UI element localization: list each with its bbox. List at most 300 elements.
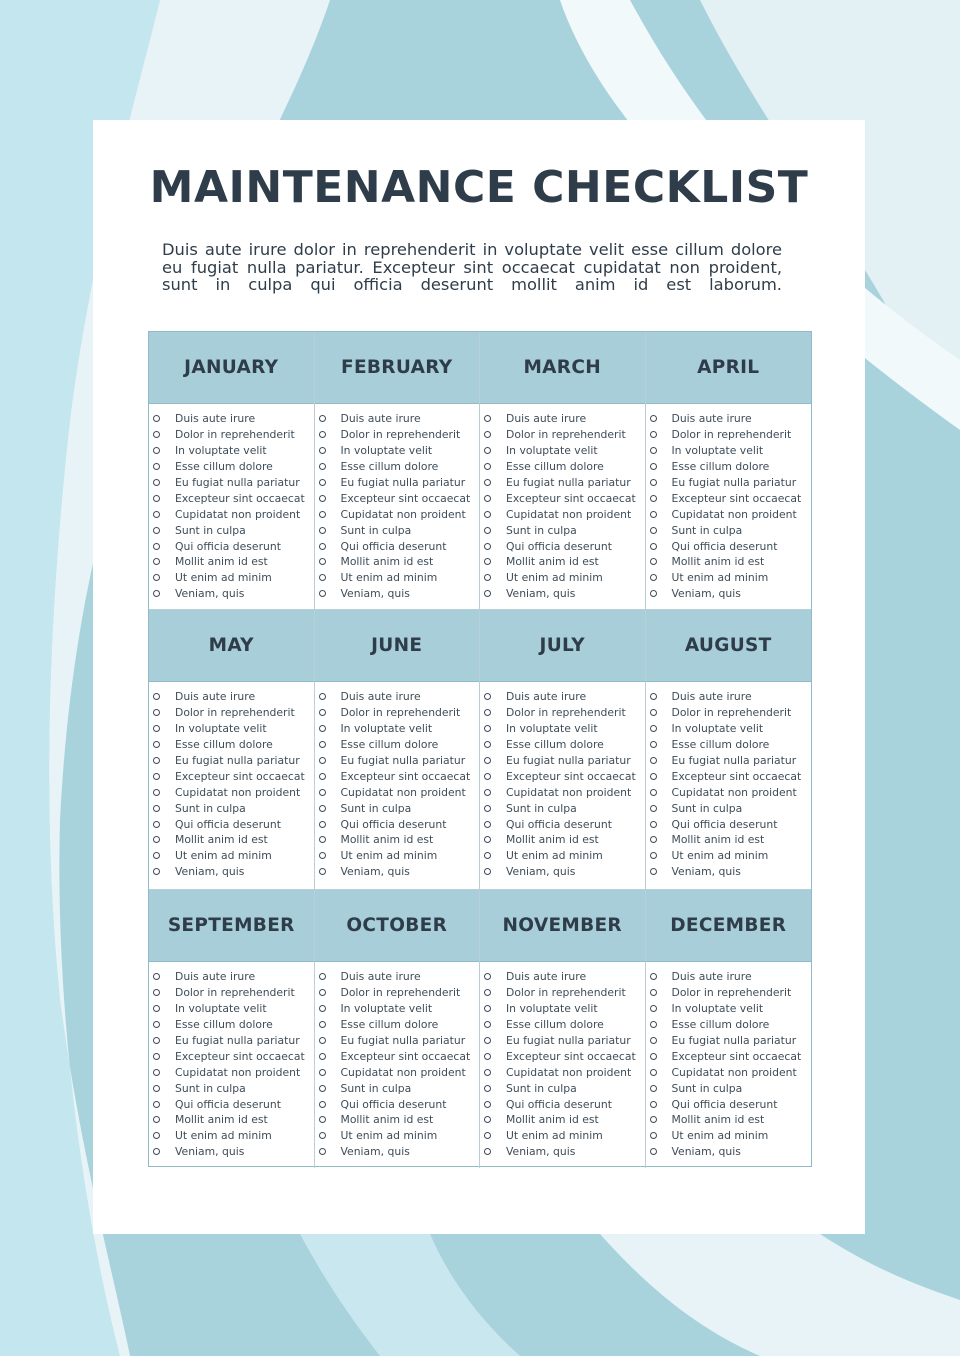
checklist-item-label: Dolor in reprehenderit [175, 986, 295, 1000]
checklist [315, 404, 480, 602]
checklist-item-label: Veniam, quis [506, 587, 576, 601]
circle-bullet-icon [650, 1005, 657, 1012]
circle-bullet-icon [319, 431, 326, 438]
circle-bullet-icon [319, 1005, 326, 1012]
circle-bullet-icon [484, 709, 491, 716]
checklist-item [315, 737, 480, 753]
checklist-item [149, 1033, 314, 1049]
checklist-item-label: Ut enim ad minim [671, 571, 769, 585]
checklist-item [480, 1048, 645, 1064]
circle-bullet-icon [650, 1053, 657, 1060]
checklist-item [480, 1096, 645, 1112]
checklist-item-label: Excepteur sint occaecat [671, 491, 802, 505]
checklist-item [149, 1064, 314, 1080]
checklist-item [646, 490, 812, 506]
circle-bullet-icon [650, 1069, 657, 1076]
checklist-item [149, 969, 314, 985]
month-section-december [646, 890, 812, 1168]
checklist-item-label: Duis aute irure [506, 970, 587, 984]
circle-bullet-icon [484, 1132, 491, 1139]
checklist-item [315, 1064, 480, 1080]
checklist-item-label: Cupidatat non proident [506, 785, 632, 799]
checklist-item-label: Veniam, quis [175, 1145, 245, 1159]
checklist-item [480, 721, 645, 737]
checklist-item-label: In voluptate velit [671, 1002, 764, 1016]
checklist [480, 404, 645, 602]
checklist-item [315, 554, 480, 570]
checklist-item-label: Veniam, quis [671, 865, 741, 879]
checklist-item [149, 1112, 314, 1128]
checklist-item-label: Duis aute irure [506, 690, 587, 704]
circle-bullet-icon [319, 479, 326, 486]
checklist [315, 962, 480, 1160]
checklist-item [315, 768, 480, 784]
checklist-item [480, 985, 645, 1001]
checklist-item-label: Esse cillum dolore [671, 738, 770, 752]
checklist-item [646, 816, 812, 832]
checklist-item-label: Eu fugiat nulla pariatur [506, 754, 631, 767]
checklist-item [315, 800, 480, 816]
circle-bullet-icon [319, 1085, 326, 1092]
checklist-item [149, 459, 314, 475]
checklist-item [149, 705, 314, 721]
checklist-item-label: Ut enim ad minim [340, 849, 438, 863]
checklist-item [315, 969, 480, 985]
checklist-item-label: Veniam, quis [671, 1145, 741, 1159]
checklist-item [480, 1001, 645, 1017]
month-header: FEBRUARY [315, 332, 480, 404]
checklist-item-label: Ut enim ad minim [506, 571, 603, 585]
circle-bullet-icon [650, 852, 657, 859]
circle-bullet-icon [153, 558, 160, 565]
checklist-item [646, 721, 812, 737]
circle-bullet-icon [153, 741, 160, 748]
checklist-item [646, 586, 812, 602]
checklist-item-label: Mollit anim id est [671, 833, 765, 847]
checklist-item [480, 506, 645, 522]
checklist-item-label: Cupidatat non proident [340, 1065, 466, 1079]
checklist-item [480, 1144, 645, 1160]
checklist-item-label: Duis aute irure [175, 970, 256, 984]
circle-bullet-icon [153, 821, 160, 828]
circle-bullet-icon [319, 709, 326, 716]
checklist-item [480, 848, 645, 864]
circle-bullet-icon [650, 558, 657, 565]
circle-bullet-icon [484, 463, 491, 470]
circle-bullet-icon [153, 773, 160, 780]
checklist-item [315, 443, 480, 459]
checklist-item-label: Mollit anim id est [340, 555, 434, 569]
checklist-item-label: In voluptate velit [340, 1002, 433, 1016]
checklist-item-label: Esse cillum dolore [671, 460, 770, 474]
checklist-item-label: In voluptate velit [671, 444, 764, 458]
checklist-item [480, 538, 645, 554]
checklist-item [149, 1001, 314, 1017]
checklist-item [646, 1144, 812, 1160]
circle-bullet-icon [484, 821, 491, 828]
checklist-item [315, 689, 480, 705]
checklist-item [315, 522, 480, 538]
circle-bullet-icon [650, 693, 657, 700]
checklist-item-label: Cupidatat non proident [671, 1065, 797, 1079]
circle-bullet-icon [484, 511, 491, 518]
checklist-item-label: Excepteur sint occaecat [340, 491, 471, 505]
checklist-item [315, 490, 480, 506]
checklist-item-label: Ut enim ad minim [340, 1129, 438, 1143]
circle-bullet-icon [650, 821, 657, 828]
circle-bullet-icon [484, 574, 491, 581]
circle-bullet-icon [153, 527, 160, 534]
checklist-item-label: In voluptate velit [175, 444, 267, 458]
checklist-item [646, 1064, 812, 1080]
checklist-item-label: Duis aute irure [340, 970, 421, 984]
circle-bullet-icon [319, 1148, 326, 1155]
circle-bullet-icon [484, 1116, 491, 1123]
checklist-item [149, 570, 314, 586]
circle-bullet-icon [153, 543, 160, 550]
checklist-item-label: Sunt in culpa [175, 523, 246, 537]
checklist-item [315, 1017, 480, 1033]
checklist-item [646, 689, 812, 705]
checklist-item [149, 985, 314, 1001]
circle-bullet-icon [650, 836, 657, 843]
month-header: APRIL [646, 332, 812, 404]
checklist-item [315, 816, 480, 832]
circle-bullet-icon [650, 1021, 657, 1028]
checklist-item [480, 816, 645, 832]
circle-bullet-icon [319, 1132, 326, 1139]
checklist-item [149, 800, 314, 816]
month-header: JANUARY [149, 332, 314, 404]
checklist-item [149, 475, 314, 491]
checklist-item [315, 832, 480, 848]
month-section-may [149, 610, 315, 890]
checklist-item-label: Cupidatat non proident [506, 507, 632, 521]
circle-bullet-icon [153, 709, 160, 716]
circle-bullet-icon [319, 574, 326, 581]
checklist-item [480, 475, 645, 491]
checklist-item-label: Qui officia deserunt [671, 1097, 778, 1111]
circle-bullet-icon [650, 1132, 657, 1139]
checklist-item-label: Dolor in reprehenderit [340, 986, 461, 1000]
checklist-item [315, 1033, 480, 1049]
checklist-item [480, 570, 645, 586]
checklist-item [646, 864, 812, 880]
month-section-november [480, 890, 646, 1168]
checklist-page [93, 120, 865, 1234]
circle-bullet-icon [153, 973, 160, 980]
checklist-item-label: Eu fugiat nulla pariatur [340, 1034, 466, 1047]
checklist-item [646, 570, 812, 586]
checklist-item [149, 411, 314, 427]
checklist-item [149, 768, 314, 784]
checklist-item-label: Esse cillum dolore [506, 460, 604, 474]
circle-bullet-icon [319, 852, 326, 859]
circle-bullet-icon [484, 805, 491, 812]
checklist-item [315, 1080, 480, 1096]
circle-bullet-icon [484, 693, 491, 700]
checklist-item [480, 689, 645, 705]
checklist-item [480, 784, 645, 800]
checklist-item [480, 1080, 645, 1096]
checklist-item-label: In voluptate velit [175, 1002, 267, 1016]
checklist-item-label: Qui officia deserunt [671, 539, 778, 553]
checklist-item [315, 475, 480, 491]
checklist-item [646, 969, 812, 985]
checklist-item-label: Sunt in culpa [340, 1081, 412, 1095]
checklist-item [646, 1096, 812, 1112]
checklist-item-label: Mollit anim id est [175, 555, 268, 569]
circle-bullet-icon [484, 757, 491, 764]
circle-bullet-icon [484, 773, 491, 780]
checklist [315, 682, 480, 880]
checklist-item [480, 800, 645, 816]
checklist-item [480, 1064, 645, 1080]
checklist-item [315, 570, 480, 586]
checklist-item-label: Mollit anim id est [506, 1113, 599, 1127]
checklist-item [149, 538, 314, 554]
circle-bullet-icon [650, 415, 657, 422]
checklist-item [480, 1128, 645, 1144]
circle-bullet-icon [484, 1021, 491, 1028]
checklist [646, 962, 812, 1160]
month-header: JULY [480, 610, 645, 682]
circle-bullet-icon [153, 495, 160, 502]
circle-bullet-icon [650, 789, 657, 796]
circle-bullet-icon [650, 757, 657, 764]
checklist-item-label: Sunt in culpa [671, 1081, 743, 1095]
checklist-item [315, 1128, 480, 1144]
circle-bullet-icon [319, 973, 326, 980]
checklist-item [480, 522, 645, 538]
circle-bullet-icon [153, 463, 160, 470]
circle-bullet-icon [650, 1101, 657, 1108]
circle-bullet-icon [319, 693, 326, 700]
checklist-item [646, 506, 812, 522]
circle-bullet-icon [319, 543, 326, 550]
checklist-item-label: Mollit anim id est [671, 555, 765, 569]
circle-bullet-icon [650, 479, 657, 486]
circle-bullet-icon [650, 773, 657, 780]
checklist-item [480, 705, 645, 721]
checklist-item [315, 985, 480, 1001]
checklist-item-label: In voluptate velit [506, 722, 598, 736]
checklist-item [149, 586, 314, 602]
circle-bullet-icon [650, 973, 657, 980]
checklist-item-label: Duis aute irure [340, 690, 421, 704]
circle-bullet-icon [484, 1085, 491, 1092]
circle-bullet-icon [319, 590, 326, 597]
circle-bullet-icon [650, 495, 657, 502]
checklist-item-label: Sunt in culpa [671, 523, 743, 537]
circle-bullet-icon [484, 989, 491, 996]
checklist-item-label: Qui officia deserunt [175, 539, 281, 553]
circle-bullet-icon [484, 836, 491, 843]
checklist-item [646, 475, 812, 491]
checklist-item-label: Ut enim ad minim [175, 1129, 272, 1143]
checklist-item [149, 832, 314, 848]
circle-bullet-icon [153, 479, 160, 486]
circle-bullet-icon [153, 1053, 160, 1060]
circle-bullet-icon [319, 558, 326, 565]
checklist-item-label: Eu fugiat nulla pariatur [340, 476, 466, 489]
checklist-item [646, 554, 812, 570]
checklist-item [646, 800, 812, 816]
checklist-item-label: Excepteur sint occaecat [175, 491, 305, 505]
checklist-item-label: Cupidatat non proident [340, 507, 466, 521]
checklist-item [315, 586, 480, 602]
month-header: NOVEMBER [480, 890, 645, 962]
circle-bullet-icon [484, 1069, 491, 1076]
checklist-item [646, 1017, 812, 1033]
checklist-item-label: Qui officia deserunt [506, 817, 612, 831]
checklist-item [646, 411, 812, 427]
checklist-item-label: Ut enim ad minim [340, 571, 438, 585]
checklist [646, 404, 812, 602]
circle-bullet-icon [319, 773, 326, 780]
checklist-item-label: Duis aute irure [671, 690, 752, 704]
checklist-item-label: Esse cillum dolore [175, 460, 273, 474]
checklist-item [480, 459, 645, 475]
circle-bullet-icon [484, 1148, 491, 1155]
checklist-item [315, 1096, 480, 1112]
checklist-item-label: Eu fugiat nulla pariatur [671, 754, 797, 767]
checklist-item-label: Cupidatat non proident [671, 785, 797, 799]
checklist-item-label: Mollit anim id est [506, 833, 599, 847]
checklist-item-label: Ut enim ad minim [671, 849, 769, 863]
checklist-item [646, 1080, 812, 1096]
checklist-item-label: Dolor in reprehenderit [506, 986, 626, 1000]
circle-bullet-icon [153, 757, 160, 764]
checklist-item [315, 784, 480, 800]
checklist-item-label: Ut enim ad minim [506, 1129, 603, 1143]
checklist-item [315, 538, 480, 554]
checklist-item [315, 753, 480, 769]
checklist [480, 682, 645, 880]
checklist-item [646, 1128, 812, 1144]
circle-bullet-icon [153, 789, 160, 796]
checklist-item-label: Ut enim ad minim [175, 849, 272, 863]
checklist-item [315, 1048, 480, 1064]
checklist-item-label: Dolor in reprehenderit [671, 706, 792, 720]
circle-bullet-icon [153, 1148, 160, 1155]
checklist-item-label: Veniam, quis [506, 1145, 576, 1159]
circle-bullet-icon [484, 527, 491, 534]
circle-bullet-icon [319, 1116, 326, 1123]
checklist-item-label: Veniam, quis [340, 587, 410, 601]
checklist-item-label: Sunt in culpa [506, 801, 577, 815]
checklist-item [646, 705, 812, 721]
checklist-item [646, 832, 812, 848]
intro-paragraph: Duis aute irure dolor in reprehenderit in voluptate velit esse cillum dolore eu fugiat nulla pariatur. Excepteur sint occaecat cupidatat non proident, sunt in culpa qui officia deserunt mollit anim id est laborum. [162, 240, 782, 294]
circle-bullet-icon [650, 1085, 657, 1092]
checklist-item-label: Dolor in reprehenderit [506, 706, 626, 720]
checklist [646, 682, 812, 880]
checklist-item-label: Esse cillum dolore [340, 1018, 439, 1032]
circle-bullet-icon [319, 463, 326, 470]
circle-bullet-icon [319, 511, 326, 518]
circle-bullet-icon [484, 447, 491, 454]
checklist-item [646, 522, 812, 538]
checklist-item-label: Veniam, quis [340, 1145, 410, 1159]
checklist-item-label: Ut enim ad minim [506, 849, 603, 863]
checklist-item-label: Sunt in culpa [671, 801, 743, 815]
checklist-item-label: Mollit anim id est [175, 833, 268, 847]
month-header: MARCH [480, 332, 645, 404]
checklist-item-label: Cupidatat non proident [340, 785, 466, 799]
circle-bullet-icon [319, 741, 326, 748]
circle-bullet-icon [153, 447, 160, 454]
checklist-item-label: Veniam, quis [671, 587, 741, 601]
month-section-june [315, 610, 481, 890]
checklist-item [315, 459, 480, 475]
checklist-item [480, 1017, 645, 1033]
circle-bullet-icon [650, 447, 657, 454]
checklist-item [315, 721, 480, 737]
circle-bullet-icon [153, 431, 160, 438]
checklist-item-label: Dolor in reprehenderit [340, 428, 461, 442]
month-header: DECEMBER [646, 890, 812, 962]
checklist-item-label: Duis aute irure [340, 412, 421, 426]
checklist-item [646, 753, 812, 769]
checklist-item [480, 1033, 645, 1049]
circle-bullet-icon [153, 805, 160, 812]
checklist-item-label: Cupidatat non proident [175, 785, 301, 799]
checklist-item [315, 506, 480, 522]
checklist-item-label: Eu fugiat nulla pariatur [506, 476, 631, 489]
circle-bullet-icon [319, 447, 326, 454]
circle-bullet-icon [153, 1021, 160, 1028]
checklist-item [480, 737, 645, 753]
checklist-item [646, 848, 812, 864]
circle-bullet-icon [319, 989, 326, 996]
circle-bullet-icon [319, 1069, 326, 1076]
circle-bullet-icon [153, 836, 160, 843]
checklist-item [646, 443, 812, 459]
month-section-july [480, 610, 646, 890]
checklist-item-label: Dolor in reprehenderit [340, 706, 461, 720]
checklist-item [149, 554, 314, 570]
checklist-item [149, 721, 314, 737]
checklist-item [149, 689, 314, 705]
checklist-item-label: Excepteur sint occaecat [175, 769, 305, 783]
checklist-item-label: Qui officia deserunt [506, 539, 612, 553]
checklist-item [149, 753, 314, 769]
circle-bullet-icon [319, 821, 326, 828]
circle-bullet-icon [484, 1053, 491, 1060]
checklist-item [646, 538, 812, 554]
circle-bullet-icon [484, 431, 491, 438]
checklist-item [646, 784, 812, 800]
checklist-item-label: Eu fugiat nulla pariatur [340, 754, 466, 767]
circle-bullet-icon [484, 725, 491, 732]
checklist-item [480, 1112, 645, 1128]
checklist-item-label: Esse cillum dolore [340, 460, 439, 474]
circle-bullet-icon [484, 479, 491, 486]
checklist-item-label: Sunt in culpa [175, 1081, 246, 1095]
checklist-item [149, 816, 314, 832]
month-header: JUNE [315, 610, 480, 682]
circle-bullet-icon [319, 1053, 326, 1060]
circle-bullet-icon [153, 868, 160, 875]
checklist-item [480, 411, 645, 427]
checklist-item-label: Sunt in culpa [340, 801, 412, 815]
checklist-item-label: Eu fugiat nulla pariatur [671, 476, 797, 489]
month-section-april [646, 332, 812, 610]
checklist-item [149, 522, 314, 538]
checklist-item-label: Excepteur sint occaecat [506, 1049, 636, 1063]
checklist-item [646, 427, 812, 443]
